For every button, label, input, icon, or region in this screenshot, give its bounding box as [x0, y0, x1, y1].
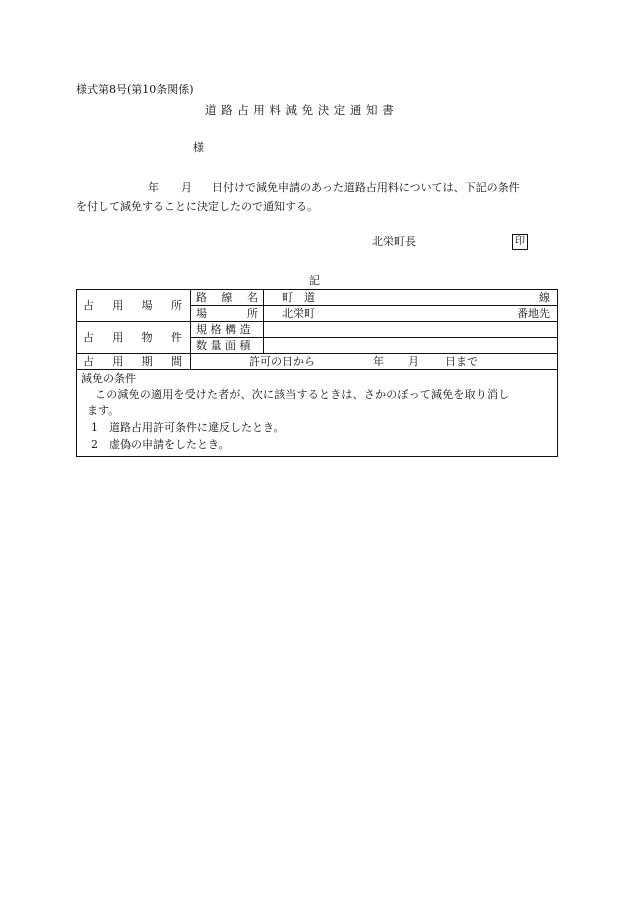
- period-value: 許可の日から 年 月 日まで: [191, 354, 558, 370]
- spec-label: 規 格 構 造: [191, 322, 264, 338]
- location-label: 場 所: [191, 306, 264, 322]
- document-title: 道路占用料減免決定通知書: [205, 103, 399, 117]
- object-label: 占 用 物 件: [77, 322, 191, 354]
- body-line-2: を付して減免することに決定したので通知する。: [76, 200, 318, 213]
- table-row: [77, 322, 558, 338]
- conditions-cell: [77, 370, 558, 457]
- quantity-value: [264, 338, 558, 354]
- location-value: 北栄町 番地先: [264, 306, 558, 322]
- conditions-row: [77, 370, 558, 457]
- list-item: 1 道路占用許可条件に違反したとき。: [91, 421, 285, 434]
- addressee-suffix: 様: [193, 141, 204, 154]
- route-value: 町 道 線: [264, 290, 558, 306]
- seal-mark: 印: [512, 234, 528, 250]
- body-month: 月: [181, 181, 192, 194]
- table-row: [77, 354, 558, 370]
- route-label: 路 線 名: [191, 290, 264, 306]
- conditions-text-1: この減免の適用を受けた者が、次に該当するときは、さかのぼって減免を取り消し: [95, 388, 510, 401]
- body-line1-text: 日付けで減免申請のあった道路占用料については、下記の条件: [212, 181, 520, 194]
- details-table: [76, 289, 558, 457]
- issuer-name: 北栄町長: [372, 235, 416, 248]
- place-label: 占 用 場 所: [77, 290, 191, 322]
- list-item: 2 虚偽の申請をしたとき。: [91, 438, 230, 451]
- ki-heading: 記: [309, 274, 320, 287]
- conditions-title: 減免の条件: [81, 372, 136, 385]
- quantity-label: 数 量 面 積: [191, 338, 264, 354]
- table-row: [77, 290, 558, 306]
- conditions-text-2: ます。: [87, 404, 120, 417]
- period-label: 占 用 期 間: [77, 354, 191, 370]
- form-number: 様式第8号(第10条関係): [76, 83, 194, 96]
- spec-value: [264, 322, 558, 338]
- body-line-1: [148, 182, 520, 193]
- body-year: 年: [148, 181, 159, 194]
